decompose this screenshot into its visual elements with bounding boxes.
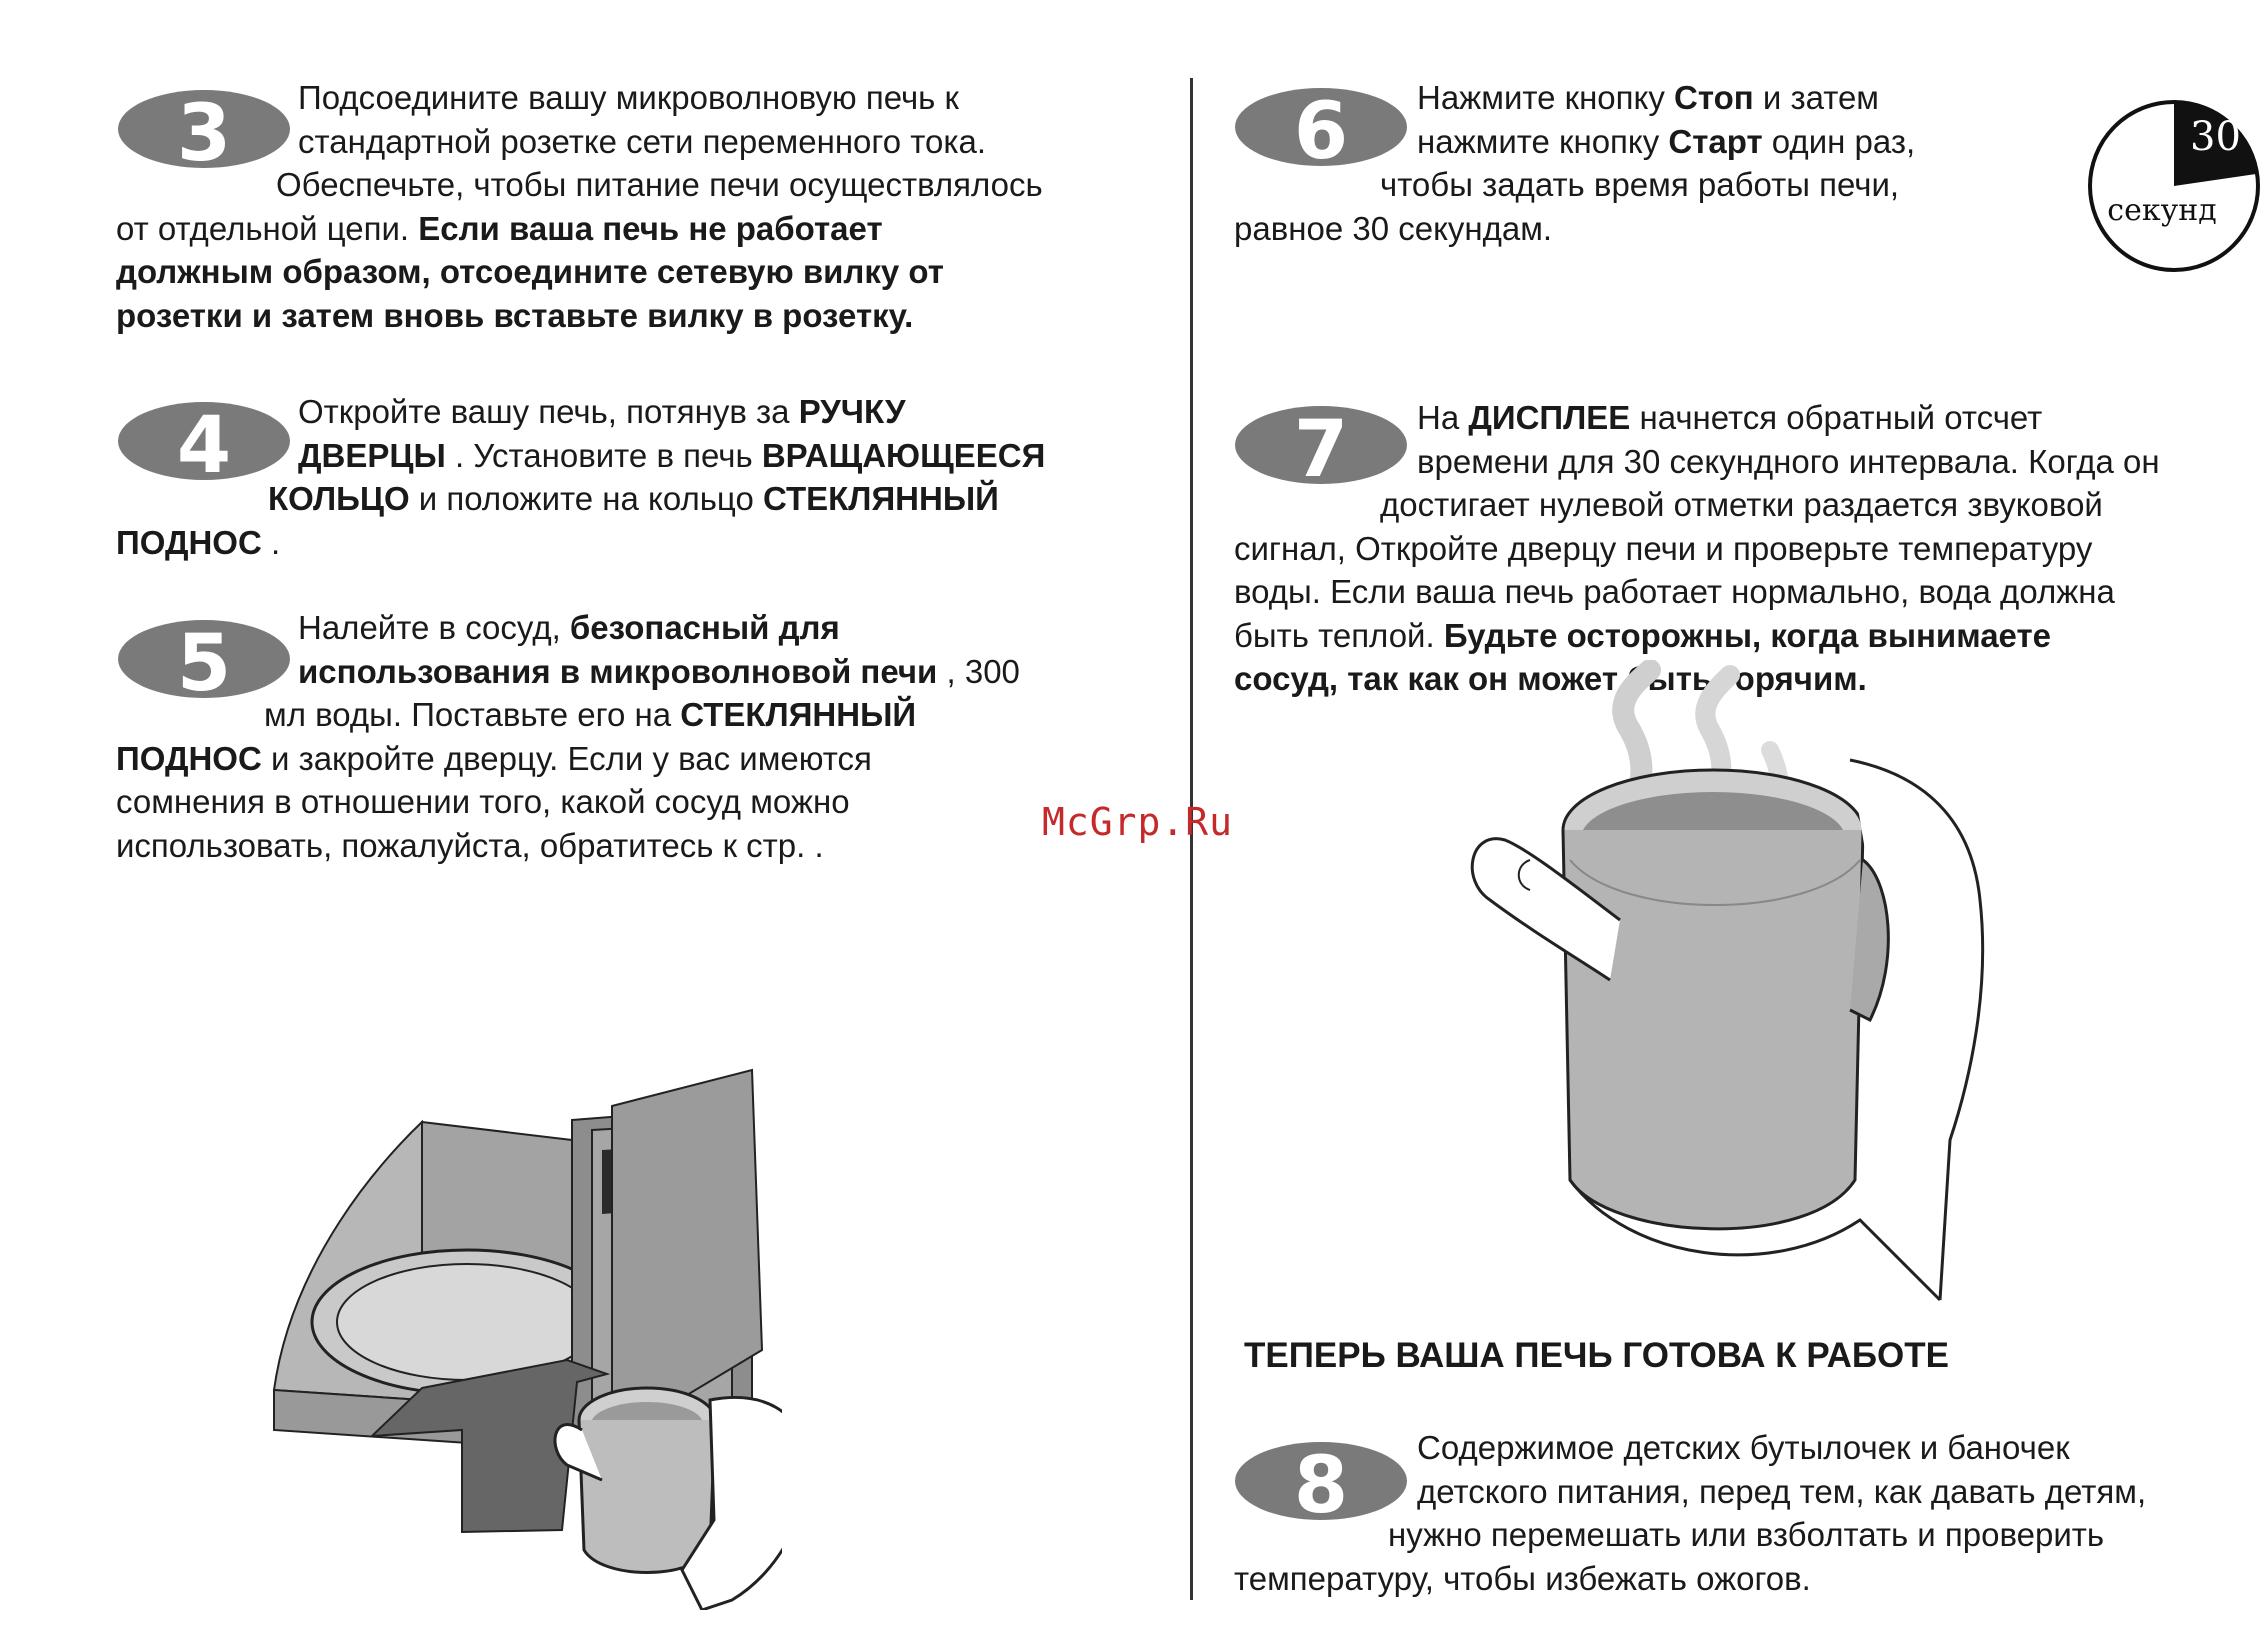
text-line: [0, 780, 1020, 824]
text-line: [0, 294, 1043, 338]
text-line: [0, 527, 2160, 571]
text-run: быть теплой.: [1234, 616, 1444, 654]
text-run: мл воды. Поставьте его на: [264, 696, 681, 733]
text-line: [0, 396, 2160, 440]
text-line: [0, 120, 1915, 164]
text-run: . Установите в печь: [445, 436, 762, 474]
text-line: [0, 76, 1915, 120]
text-run: и закройте дверцу. Если у вас имеются: [261, 739, 872, 777]
bold-text-run: СТЕКЛЯННЫЙ: [680, 696, 917, 733]
text-run: Обеспечьте, чтобы питание печи осуществлялось: [276, 166, 1043, 203]
step-6-text: [0, 76, 1915, 250]
bold-text-run: СТЕКЛЯННЫЙ: [762, 480, 999, 517]
text-run: Откройте вашу печь, потянув за: [298, 393, 799, 430]
text-line: [0, 737, 1020, 781]
text-line: [0, 570, 2160, 614]
bold-text-run: КОЛЬЦО: [268, 480, 410, 517]
bold-text-run: безопасный для: [569, 609, 840, 646]
step-7-number: 7: [1293, 405, 1349, 488]
timer-value: 30: [2190, 114, 2241, 160]
bold-text-run: ДВЕРЦЫ: [298, 436, 446, 474]
text-line: [0, 824, 1020, 868]
bold-text-run: РУЧКУ: [798, 393, 906, 430]
text-run: сомнения в отношении того, какой сосуд можно: [116, 783, 850, 820]
text-run: нажмите кнопку: [1417, 122, 1669, 160]
bold-text-run: должным образом, отсоедините сетевую вилку от: [116, 253, 944, 290]
step-6-number: 6: [1293, 87, 1349, 170]
hand-holding-cup-illustration: [1470, 660, 2030, 1360]
text-line: [0, 163, 1915, 207]
text-run: и затем: [1753, 79, 1879, 116]
text-run: детского питания, перед тем, как давать детям,: [1417, 1472, 2147, 1510]
bold-text-run: Старт: [1668, 122, 1763, 160]
text-line: [0, 250, 1043, 294]
text-run: воды. Если ваша печь работает нормально, вода должна: [1234, 573, 2115, 610]
text-run: времени для 30 секундного интервала. Когда он: [1417, 442, 2160, 480]
text-run: стандартной розетке сети переменного тока.: [298, 122, 987, 160]
bold-text-run: ВРАЩАЮЩЕЕСЯ: [761, 436, 1046, 474]
bold-text-run: ПОДНОС: [116, 523, 262, 561]
text-run: На: [1417, 399, 1469, 436]
bold-text-run: использования в микроволновой печи: [298, 652, 938, 690]
watermark: McGrp.Ru: [1042, 800, 1234, 844]
text-run: нужно перемешать или взболтать и проверить: [1388, 1516, 2105, 1553]
bold-text-run: ПОДНОС: [116, 739, 262, 777]
text-run: Содержимое детских бутылочек и баночек: [1417, 1429, 2070, 1466]
bold-text-run: Стоп: [1674, 79, 1754, 116]
ready-heading: ТЕПЕРЬ ВАША ПЕЧЬ ГОТОВА К РАБОТЕ: [1244, 1336, 1950, 1375]
bold-text-run: Если ваша печь не работает: [418, 209, 883, 247]
text-run: Нажмите кнопку: [1417, 79, 1675, 116]
bold-text-run: ДИСПЛЕЕ: [1468, 399, 1631, 436]
step-8-number: 8: [1293, 1441, 1349, 1524]
timer-unit: секунд: [2107, 193, 2217, 228]
text-run: Подсоедините вашу микроволновую печь к: [298, 79, 959, 116]
step-4-number: 4: [176, 401, 232, 484]
step-5-number: 5: [176, 619, 232, 702]
text-line: [0, 483, 2160, 527]
bold-text-run: Будьте осторожны, когда вынимаете: [1443, 616, 2051, 654]
text-run: один раз,: [1762, 122, 1916, 160]
text-run: равное 30 секундам.: [1234, 209, 1553, 247]
step-7-text: [0, 396, 2160, 701]
text-run: использовать, пожалуйста, обратитесь к стр. .: [116, 826, 824, 864]
text-run: и положите на кольцо: [409, 480, 763, 517]
timer-30-seconds-icon: [2086, 98, 2262, 274]
text-run: достигает нулевой отметки раздается звуковой: [1380, 486, 2103, 523]
bold-text-run: розетки и затем вновь вставьте вилку в розетку.: [116, 296, 914, 334]
text-run: температуру, чтобы избежать ожогов.: [1234, 1559, 1811, 1597]
text-run: .: [261, 523, 281, 561]
step-3-number: 3: [176, 89, 232, 172]
text-line: [0, 614, 2160, 658]
text-run: начнется обратный отсчет: [1630, 399, 2043, 436]
text-run: чтобы задать время работы печи,: [1380, 166, 1900, 203]
text-run: Налейте в сосуд,: [298, 609, 570, 646]
text-run: , 300: [937, 652, 1020, 690]
microwave-illustration: [262, 1010, 782, 1610]
text-line: [0, 207, 1915, 251]
text-run: сигнал, Откройте дверцу печи и проверьте температуру: [1234, 529, 2093, 567]
text-run: от отдельной цепи.: [116, 209, 419, 247]
bold-text-run: сосуд, так как он может быть горячим.: [1234, 660, 1867, 697]
text-line: [0, 440, 2160, 484]
